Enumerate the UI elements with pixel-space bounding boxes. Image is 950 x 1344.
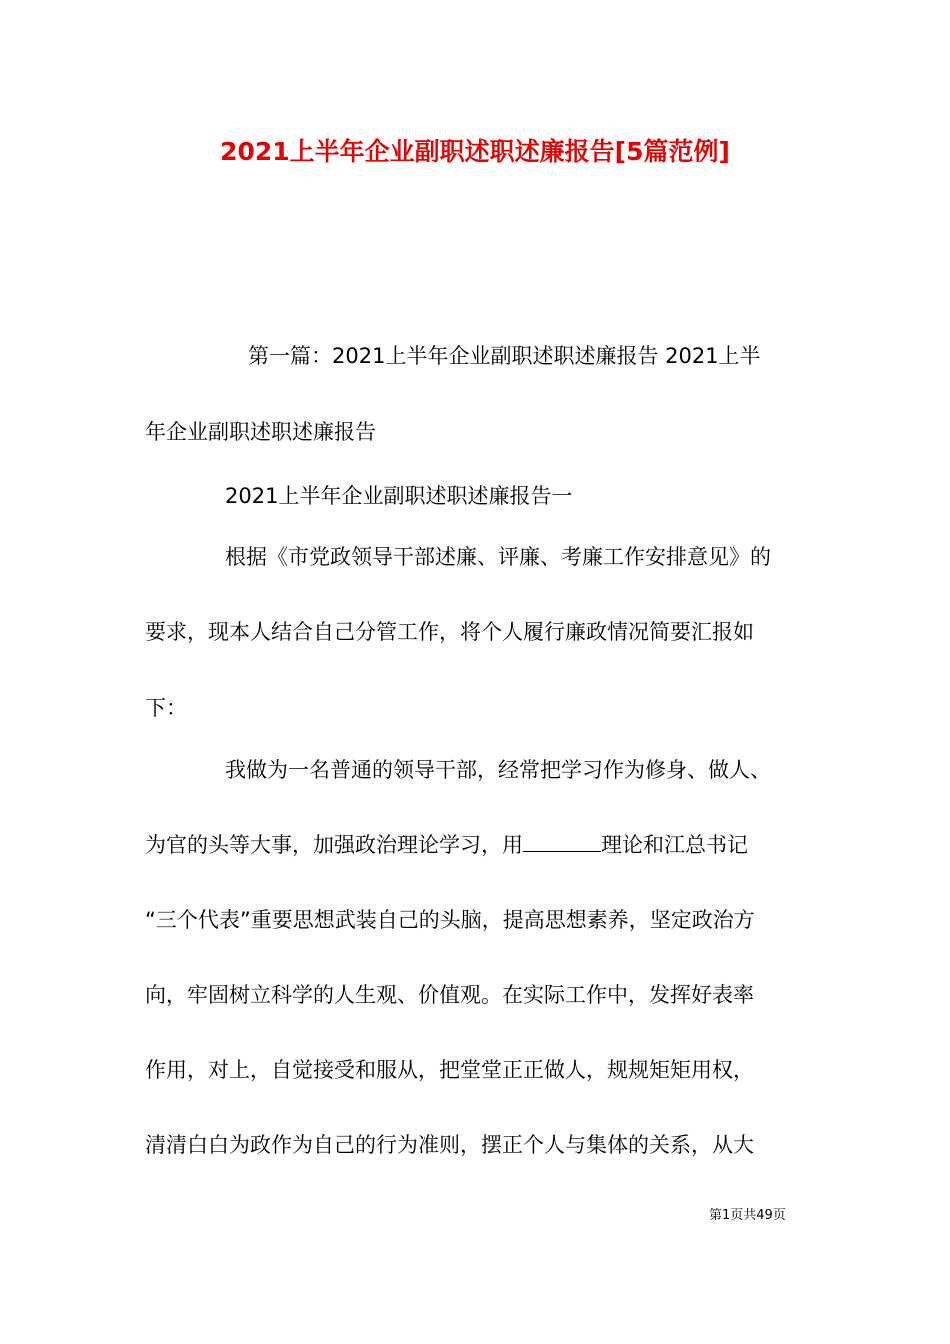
paragraph-line: 根据《市党政领导干部述廉、评廉、考廉工作安排意见》的 — [225, 545, 771, 569]
section-heading: 2021上半年企业副职述职述廉报告一 — [225, 484, 573, 508]
paragraph-line: 要求，现本人结合自己分管工作，将个人履行廉政情况简要汇报如 — [145, 620, 754, 644]
paragraph-line: 我做为一名普通的领导干部，经常把学习作为修身、做人、 — [225, 758, 771, 782]
page-number: 第1页共49页 — [709, 1208, 786, 1223]
paragraph-line: 清清白白为政作为自己的行为准则，摆正个人与集体的关系，从大 — [145, 1133, 754, 1157]
paragraph-line: 第一篇：2021上半年企业副职述职述廉报告 2021上半 — [248, 344, 761, 368]
paragraph-line: 下： — [145, 696, 187, 720]
paragraph-line-with-blank — [145, 830, 807, 860]
paragraph-line: 作用，对上，自觉接受和服从，把堂堂正正做人，规规矩矩用权， — [145, 1058, 754, 1082]
paragraph-line: 向，牢固树立科学的人生观、价值观。在实际工作中，发挥好表率 — [145, 983, 754, 1007]
paragraph-line: “三个代表”重要思想武装自己的头脑，提高思想素养，坚定政治方 — [145, 908, 755, 932]
document-title: 2021上半年企业副职述职述廉报告[5篇范例] — [220, 137, 730, 166]
paragraph-text: 为官的头等大事，加强政治理论学习，用 — [145, 833, 523, 857]
fill-in-blank — [523, 833, 601, 852]
paragraph-text: 理论和江总书记 — [601, 833, 748, 857]
paragraph-line: 年企业副职述职述廉报告 — [145, 420, 376, 444]
